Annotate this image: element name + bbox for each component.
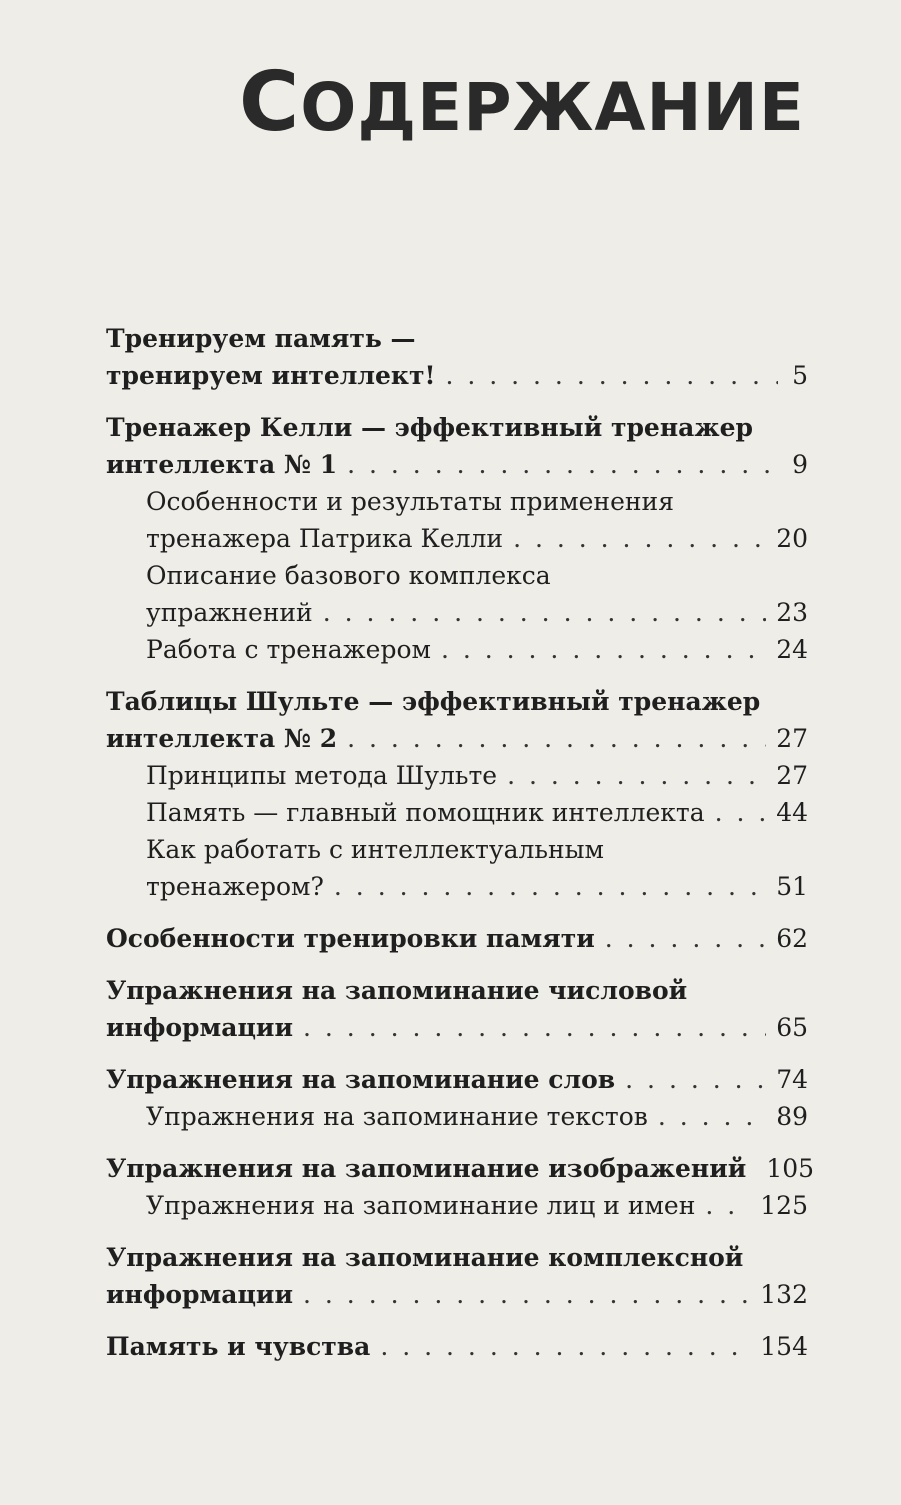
- toc-page-number: 5: [792, 361, 808, 390]
- dot-leader: [507, 757, 766, 794]
- toc-entry-row: [106, 920, 808, 957]
- toc-entry-title-line: Упражнения на запоминание лиц и имен: [146, 1191, 696, 1220]
- toc-entry-row: [146, 520, 808, 557]
- toc-page-number: 24: [776, 635, 808, 664]
- toc-entry-title-line: Тренируем память —: [106, 324, 416, 353]
- toc-entry-row: [106, 1150, 815, 1187]
- page-title-rest: ОДЕРЖАНИЕ: [300, 69, 805, 146]
- toc-entry-title-line: Таблицы Шульте — эффективный тренажер: [106, 687, 761, 716]
- toc-entry: [106, 831, 808, 905]
- toc-page-number: 89: [776, 1102, 808, 1131]
- toc-entry-title-line: Особенности тренировки памяти: [106, 924, 595, 953]
- toc-entry-title-line: Работа с тренажером: [146, 635, 431, 664]
- toc-page-number: 65: [776, 1013, 808, 1042]
- toc-entry-title-line: Упражнения на запоминание текстов: [146, 1102, 648, 1131]
- dot-leader: [715, 794, 767, 831]
- toc-entry: [106, 409, 808, 483]
- toc-entry: [106, 483, 808, 557]
- toc-entry-title-line: Упражнения на запоминание изображений: [106, 1154, 747, 1183]
- toc-entry-title-line: Описание базового комплекса: [146, 561, 551, 590]
- dot-leader: [347, 720, 766, 757]
- toc-entry-title-line: Память — главный помощник интеллекта: [146, 798, 705, 827]
- toc-entry-row: [146, 1098, 808, 1135]
- toc-entry-row: [106, 1009, 808, 1046]
- dot-leader: [605, 920, 766, 957]
- toc-entry-row: [106, 720, 808, 757]
- dot-leader: [334, 868, 766, 905]
- toc-entry: [106, 320, 808, 394]
- dot-leader: [303, 1276, 750, 1313]
- toc-entry: [106, 557, 808, 631]
- toc-entry-title-line: Принципы метода Шульте: [146, 761, 498, 790]
- dot-leader: [303, 1009, 766, 1046]
- toc-entry-title-line: Упражнения на запоминание числовой: [106, 976, 688, 1005]
- toc-entry-title-line: Особенности и результаты применения: [146, 487, 674, 516]
- toc-entry-row: [106, 1328, 808, 1365]
- toc-entry-title-line: информации: [106, 1280, 294, 1309]
- toc-entry: [106, 683, 808, 757]
- toc-entry-row: [146, 794, 808, 831]
- toc-page-number: 27: [776, 761, 808, 790]
- toc-entry: [106, 757, 808, 794]
- toc-entry-row: [146, 594, 808, 631]
- toc-entry: [106, 1150, 815, 1187]
- toc-page-number: 51: [776, 872, 808, 901]
- dot-leader: [658, 1098, 766, 1135]
- toc-entry-title-line: информации: [106, 1013, 294, 1042]
- toc-entry-title-line: тренажером?: [146, 872, 324, 901]
- toc-entry-row: [146, 868, 808, 905]
- toc-entry-row: [106, 446, 808, 483]
- toc-page-number: 154: [760, 1332, 808, 1361]
- toc-entry-row: [146, 757, 808, 794]
- toc-entry: [106, 1187, 808, 1224]
- toc-entry: [106, 1061, 808, 1098]
- toc-entry-row: [146, 631, 808, 668]
- toc-page-number: 44: [776, 798, 808, 827]
- toc-page-number: 20: [776, 524, 808, 553]
- toc-entry-row: [106, 1276, 808, 1313]
- toc-page-number: 62: [776, 924, 808, 953]
- dot-leader: [347, 446, 778, 483]
- toc-entry-title-line: Упражнения на запоминание комплексной: [106, 1243, 744, 1272]
- page-title-initial: С: [239, 55, 301, 150]
- toc-entry-row: [146, 1187, 808, 1224]
- toc-entry: [106, 1239, 808, 1313]
- dot-leader: [380, 1328, 750, 1365]
- page-title: [239, 55, 805, 150]
- toc-entry-row: [106, 1061, 808, 1098]
- toc-page-number: 9: [792, 450, 808, 479]
- toc-entry-title-line: Упражнения на запоминание слов: [106, 1065, 616, 1094]
- toc-entry-title-line: интеллекта № 2: [106, 724, 338, 753]
- toc-entry-row: [106, 357, 808, 394]
- toc-entry-title-line: тренажера Патрика Келли: [146, 524, 504, 553]
- dot-leader: [323, 594, 766, 631]
- toc-entry-title-line: Как работать с интеллектуальным: [146, 835, 604, 864]
- dot-leader: [445, 357, 778, 394]
- toc-entry-title-line: упражнений: [146, 598, 313, 627]
- toc-page-number: 23: [776, 598, 808, 627]
- toc-entry: [106, 794, 808, 831]
- toc-page-number: 27: [776, 724, 808, 753]
- toc-entry-title-line: тренируем интеллект!: [106, 361, 436, 390]
- toc-entry: [106, 1098, 808, 1135]
- table-of-contents: [106, 320, 815, 1365]
- toc-page-number: 74: [776, 1065, 808, 1094]
- toc-page-number: 132: [760, 1280, 808, 1309]
- toc-entry: [106, 920, 808, 957]
- dot-leader: [705, 1187, 750, 1224]
- dot-leader: [441, 631, 766, 668]
- toc-entry-title-line: Память и чувства: [106, 1332, 371, 1361]
- dot-leader: [513, 520, 766, 557]
- dot-leader: [625, 1061, 766, 1098]
- toc-page-number: 105: [766, 1154, 815, 1183]
- toc-page-number: 125: [760, 1191, 808, 1220]
- toc-entry: [106, 972, 808, 1046]
- toc-entry: [106, 1328, 808, 1365]
- toc-entry-title-line: Тренажер Келли — эффективный тренажер: [106, 413, 753, 442]
- toc-entry-title-line: интеллекта № 1: [106, 450, 338, 479]
- toc-entry: [106, 631, 808, 668]
